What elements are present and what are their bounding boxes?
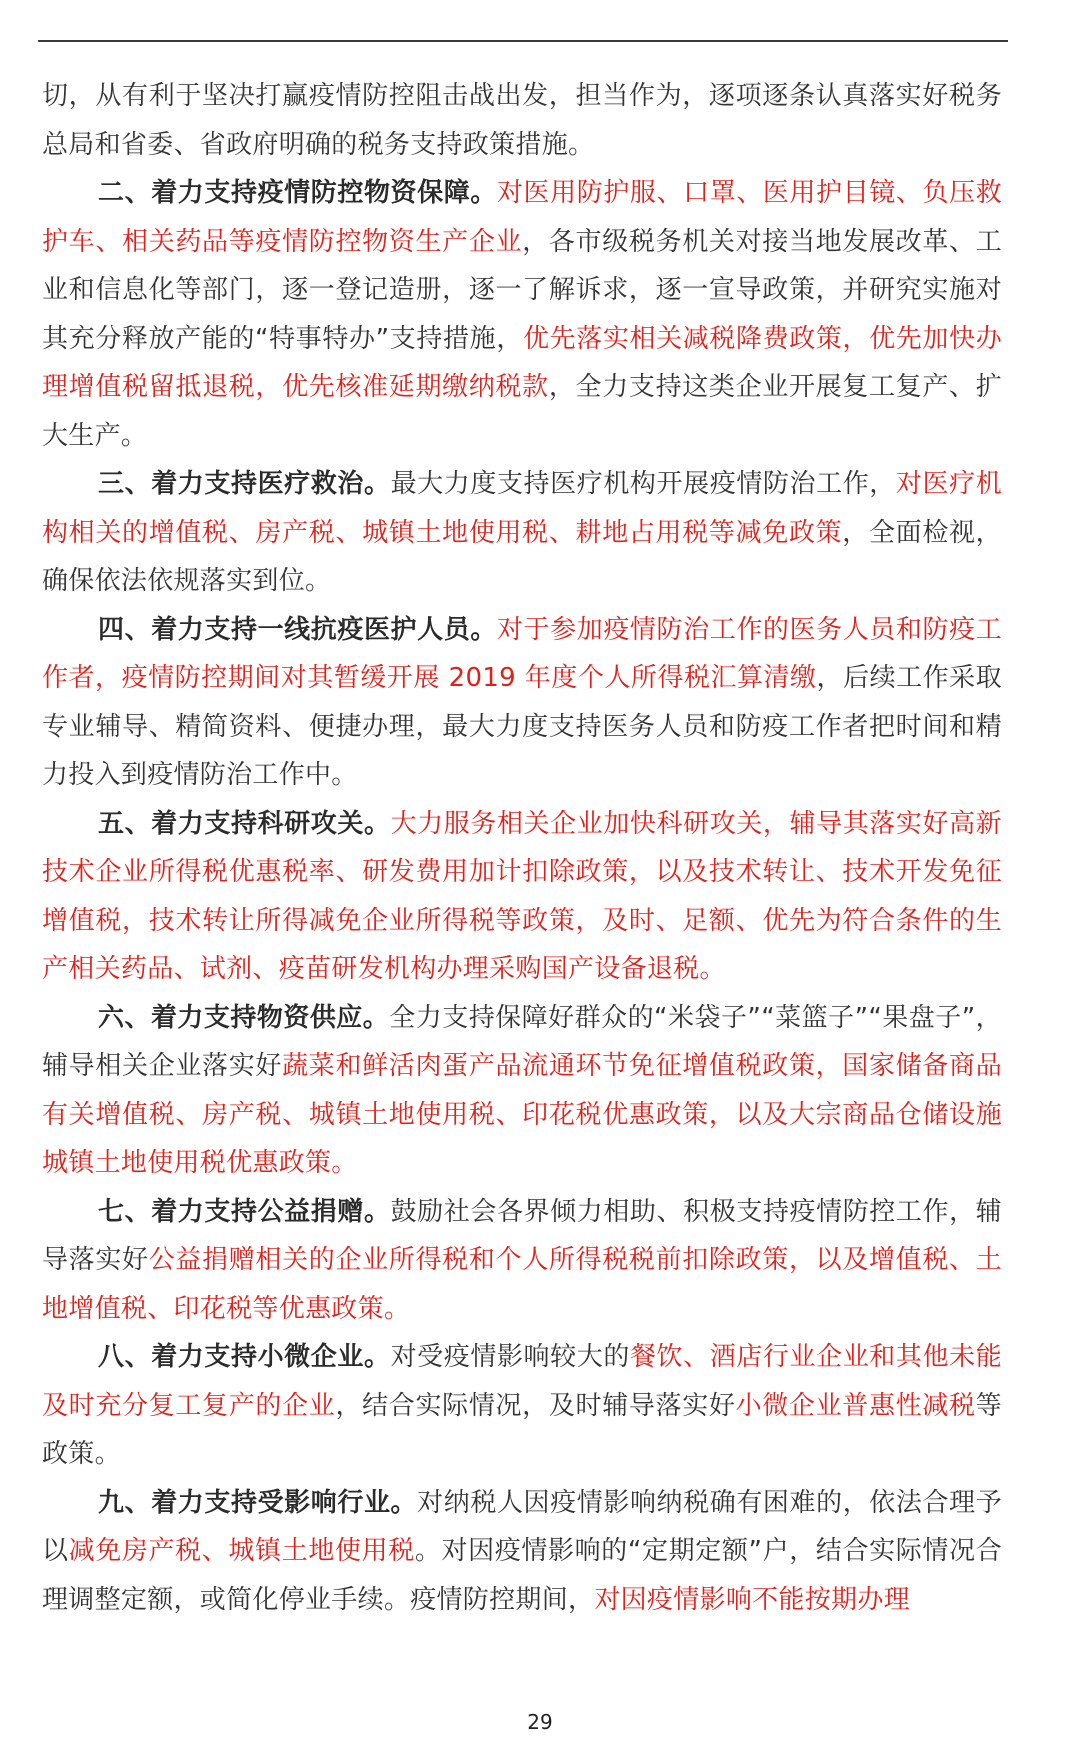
paragraph	[42, 800, 1002, 994]
highlighted-text: 蔬菜和鲜活肉蛋产品流通环节免征增值税政策，国家储备商品有关增值税、房产税、城镇土地使用税、印花税优惠政策，以及大宗商品仓储设施城镇土地使用税优惠政策。	[42, 1051, 1002, 1178]
paragraph	[42, 460, 1002, 606]
body-text: ，结合实际情况，及时辅导落实好	[335, 1390, 736, 1421]
body-text: ，各市级税务机关对接当地发展改革、工业和信息化等部门，逐一登记造册，逐一了解诉求，逐一宣导政策，并研究实施对其充分释放产能的“特事特办”支持措施，	[42, 226, 1002, 354]
paragraph	[42, 994, 1002, 1188]
highlighted-text: 减免房产税、城镇土地使用税	[68, 1536, 415, 1566]
body-text: 对受疫情影响较大的	[390, 1342, 630, 1372]
paragraph	[42, 1333, 1002, 1479]
highlighted-text: 对于参加疫情防治工作的医务人员和防疫工作者，疫情防控期间对其暂缓开展 2019 年度个人所得税汇算清缴	[42, 614, 1002, 693]
document-body	[42, 72, 1002, 1624]
highlighted-text: 大力服务相关企业加快科研攻关，辅导其落实好高新技术企业所得税优惠税率、研发费用加计扣除政策，以及技术转让、技术开发免征增值税，技术转让所得减免企业所得税等政策，及时、足额、优先为符合条件的生产相关药品、试剂、疫苗研发机构办理采购国产设备退税。	[42, 808, 1002, 984]
paragraph	[42, 1188, 1002, 1334]
section-heading: 九、着力支持受影响行业。	[98, 1487, 418, 1518]
highlighted-text: 对医疗机构相关的增值税、房产税、城镇土地使用税、耕地占用税等减免政策	[42, 469, 1002, 548]
body-text: 鼓励社会各界倾力相助、积极支持疫情防控工作，辅导落实好	[42, 1196, 1002, 1275]
paragraph	[42, 72, 1002, 169]
section-heading: 六、着力支持物资供应。	[98, 1002, 390, 1033]
section-heading: 四、着力支持一线抗疫医护人员。	[98, 614, 497, 645]
body-text: 切，从有利于坚决打赢疫情防控阻击战出发，担当作为，逐项逐条认真落实好税务总局和省委、省政府明确的税务支持政策措施。	[42, 81, 1002, 160]
section-heading: 七、着力支持公益捐赠。	[98, 1196, 391, 1227]
section-heading: 五、着力支持科研攻关。	[98, 808, 391, 839]
highlighted-text: 餐饮、酒店行业企业和其他未能及时充分复工复产的企业	[42, 1342, 1002, 1421]
section-heading: 三、着力支持医疗救治。	[98, 469, 391, 499]
body-text: ，全力支持这类企业开展复工复产、扩大生产。	[42, 372, 1002, 451]
body-text: 。对因疫情影响的“定期定额”户，结合实际情况合理调整定额，或简化停业手续。疫情防控期间，	[42, 1536, 1002, 1615]
body-text: 等政策。	[42, 1390, 1002, 1469]
body-text: 对纳税人因疫情影响纳税确有困难的，依法合理予以	[42, 1487, 1002, 1566]
section-heading: 八、着力支持小微企业。	[98, 1342, 391, 1372]
highlighted-text: 优先落实相关减税降费政策，优先加快办理增值税留抵退税，优先核准延期缴纳税款	[42, 323, 1002, 402]
top-rule	[38, 40, 1008, 42]
body-text: 最大力度支持医疗机构开展疫情防治工作，	[390, 469, 896, 499]
body-text: ，全面检视，确保依法依规落实到位。	[42, 517, 1002, 596]
paragraph	[42, 606, 1002, 800]
paragraph	[42, 1479, 1002, 1625]
section-heading: 二、着力支持疫情防控物资保障。	[98, 178, 497, 208]
body-text: 全力支持保障好群众的“米袋子”“菜篮子”“果盘子”，辅导相关企业落实好	[42, 1002, 1002, 1081]
highlighted-text: 对因疫情影响不能按期办理	[594, 1584, 910, 1615]
page-number: 29	[527, 1710, 553, 1734]
highlighted-text: 对医用防护服、口罩、医用护目镜、负压救护车、相关药品等疫情防控物资生产企业	[42, 178, 1002, 257]
paragraph	[42, 169, 1002, 460]
highlighted-text: 小微企业普惠性减税	[735, 1390, 976, 1421]
highlighted-text: 公益捐赠相关的企业所得税和个人所得税税前扣除政策，以及增值税、土地增值税、印花税等优惠政策。	[42, 1245, 1002, 1324]
body-text: ，后续工作采取专业辅导、精简资料、便捷办理，最大力度支持医务人员和防疫工作者把时间和精力投入到疫情防治工作中。	[42, 663, 1002, 790]
